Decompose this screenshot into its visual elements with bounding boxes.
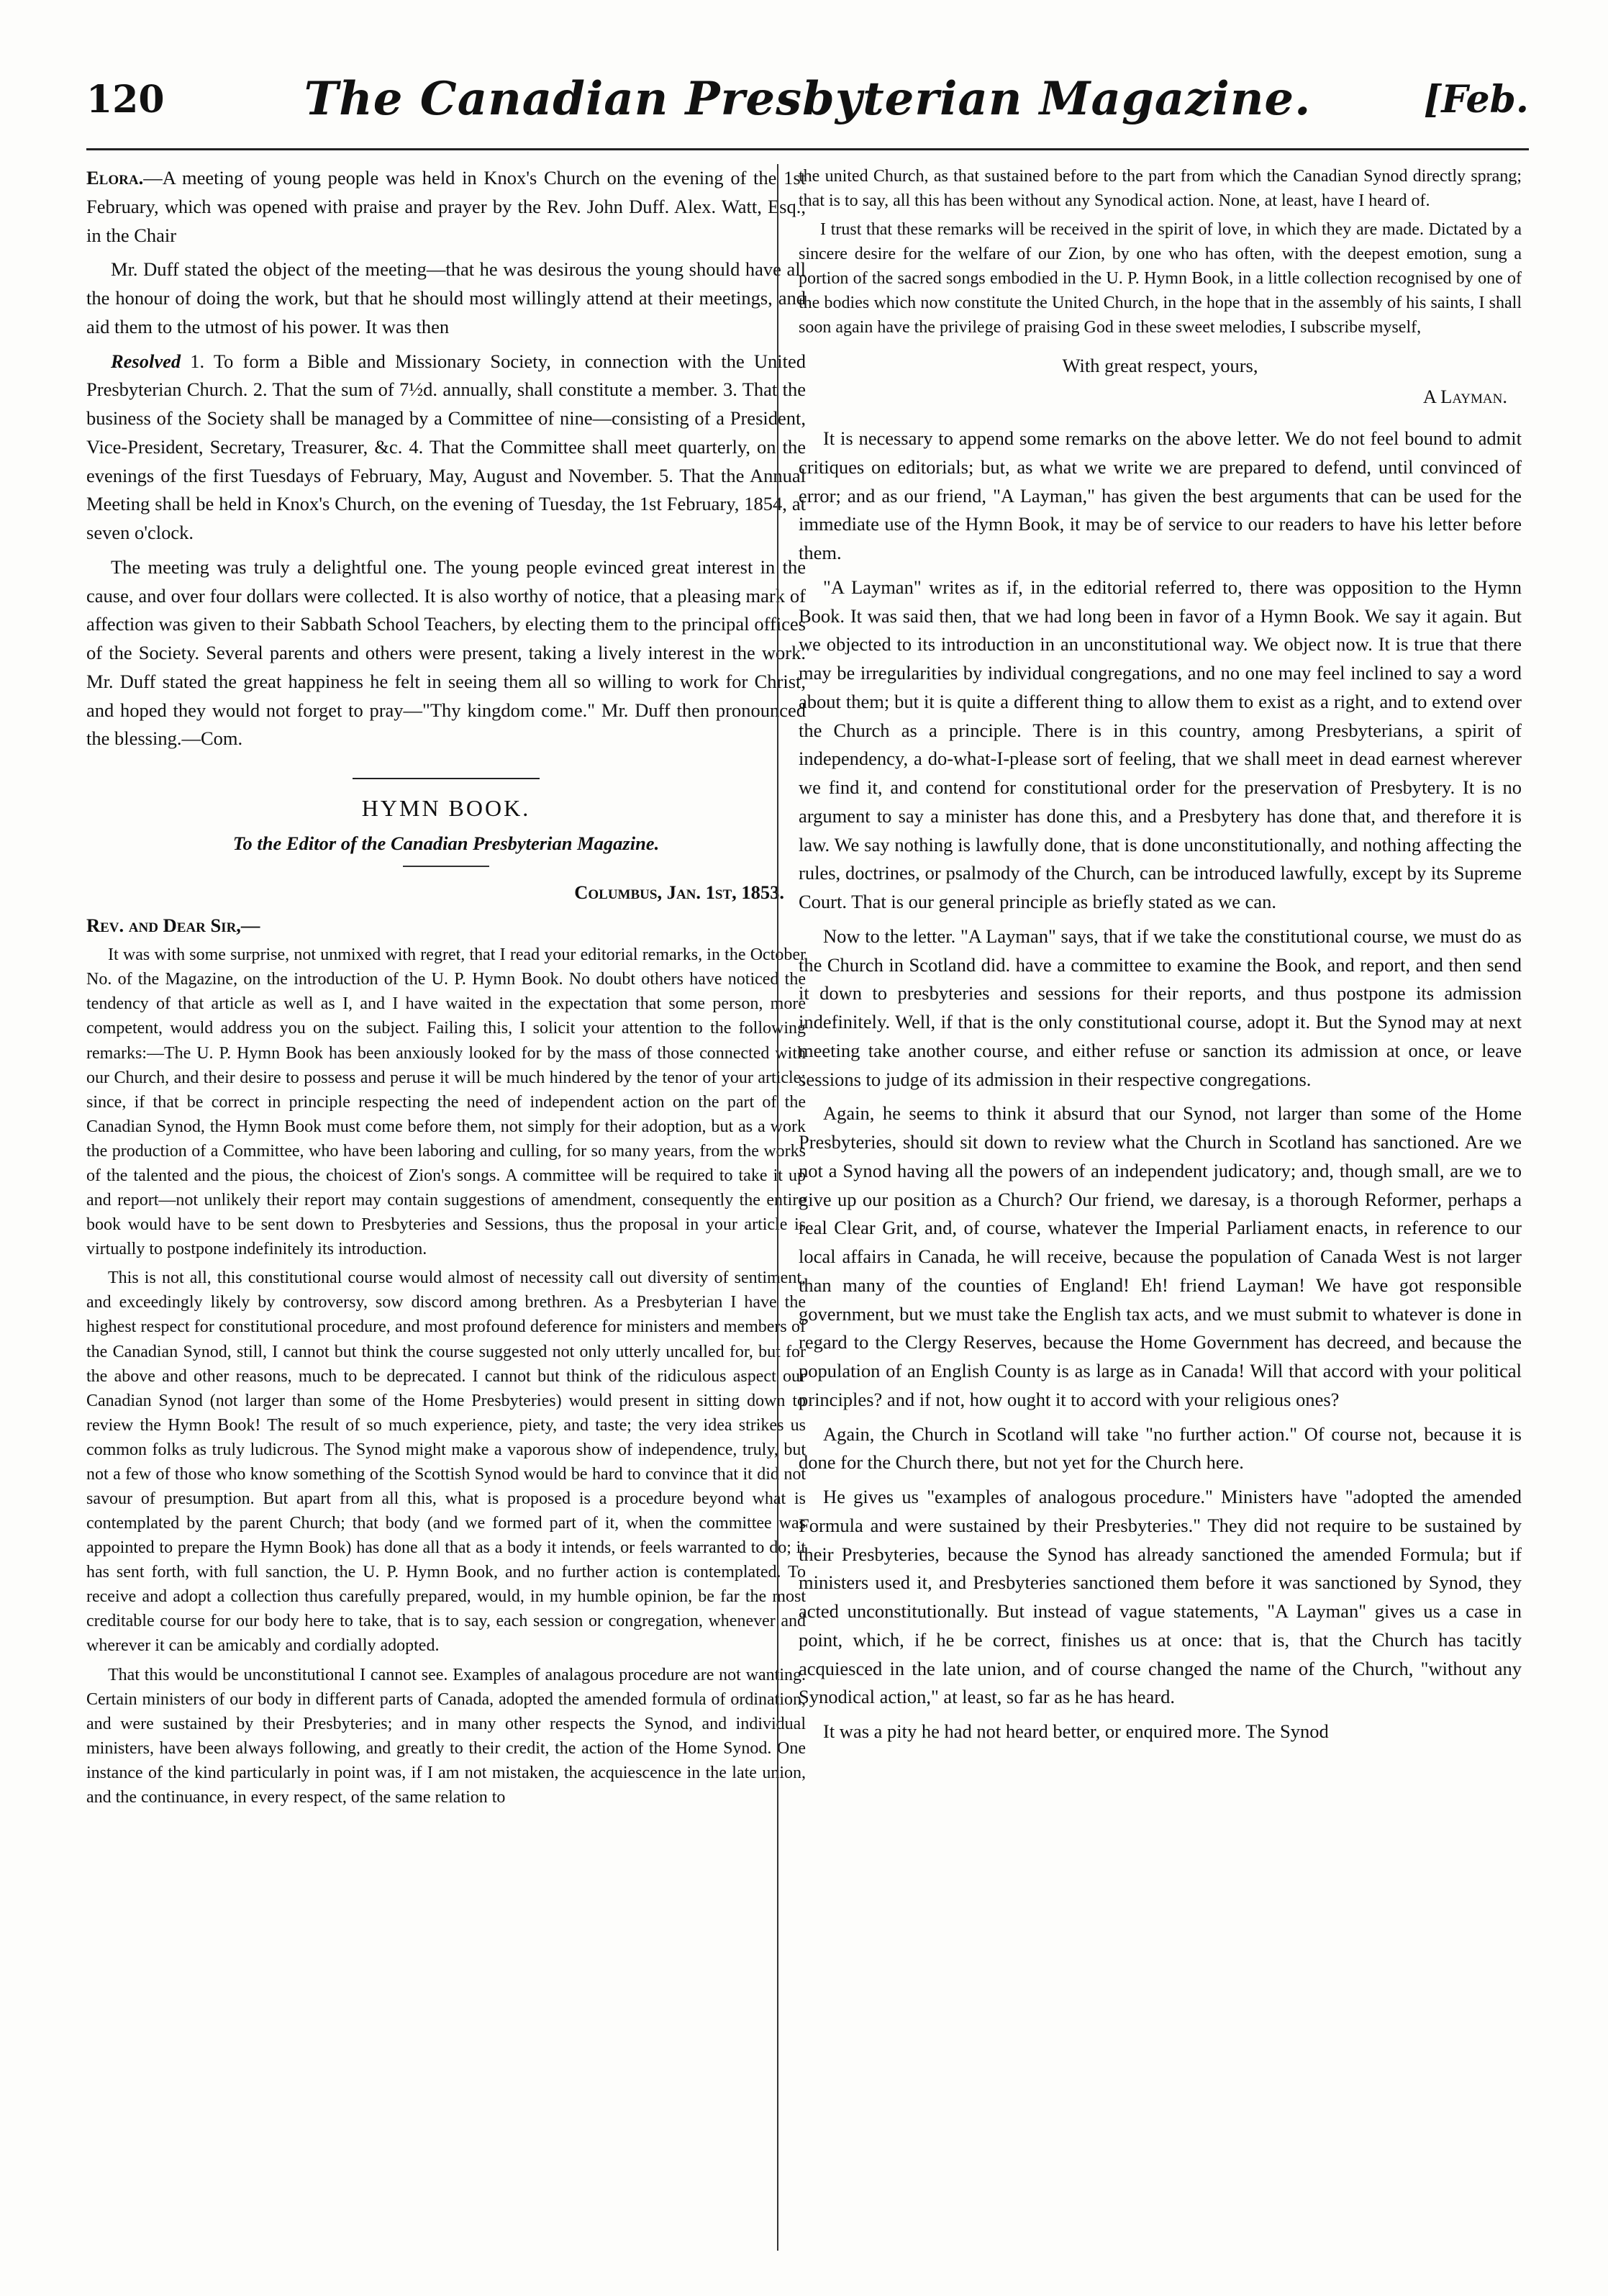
elora-paragraph: Mr. Duff stated the object of the meeting—that he was desirous the young should have all the honour of doing the work, but that he should most willingly attend at their meetings, and aid them to the utmost of his power. It was then [86, 258, 806, 337]
reply-paragraph: Again, he seems to think it absurd that our Synod, not larger than some of the Home Presbyteries, should sit down to review what the Church in Scotland has sanctioned. Are we not a Synod having all the powers of an independent judicatory; and, though small, are we to give up our position as a Church? Our friend, we daresay, is a thorough Reformer, perhaps a real Clear Grit, and, of course, whatever the Imperial Parliament enacts, in reference to our local affairs in Canada, he will receive, because the population of Canada West is not larger than many of the counties of England! Eh! friend Layman! We have got responsible government, but we must take the English tax acts, and we must submit to whatever is done in regard to the Clergy Reserves, because the Home Government has decreed, and because the population of an English County is as large as in Canada! Will that accord with your political principles? and if not, how ought it to accord with your religious ones? [799, 1102, 1522, 1410]
journal-title: The Canadian Presbyterian Magazine. [304, 72, 1312, 126]
elora-article [86, 164, 806, 753]
elora-paragraph [86, 164, 806, 250]
elora-paragraph: The meeting was truly a delightful one. The young people evinced great interest in the cause, and over four dollars were collected. It is also worthy of notice, that a pleasing mark of affection was given to their Sabbath School Teachers, by electing them to the principal offices of the Society. Several parents and others were present, taking a lively interest in the work. Mr. Duff stated the great happiness he felt in seeing them all so willing to work for Christ, and hoped they would not forget to pray—"Thy kingdom come." Mr. Duff then pronounced the blessing.—Com. [86, 555, 806, 750]
letter-paragraph: It was with some surprise, not unmixed with regret, that I read your editorial remarks, in the October No. of the Magazine, on the introduction of the U. P. Hymn Book. No doubt others have noticed the tendency of that article as well as I, and I have waited in the expectation that some person, more competent, would address you on the subject. Failing this, I solicit your attention to the following remarks:—The U. P. Hymn Book has been anxiously looked for by the mass of those connected with our Church, and their desire to possess and peruse it will be much hindered by the tenor of your article; since, if that be correct in principle respecting the need of independent action on the part of the Canadian Synod, the Hymn Book must come before them, not simply for their adoption, but as a work the production of a Committee, who have been laboring and culling, for so many years, from the works of the talented and the pious, the choicest of Zion's songs. A committee will be required to take it up and report—not unlikely their report may contain suggestions of amendment, consequently the entire book would have to be sent down to Presbyteries and Sessions, thus the proposal in your article is virtually to postpone indefinitely its introduction. [86, 945, 806, 1259]
short-rule [403, 866, 489, 867]
running-date: [Feb. [1423, 78, 1529, 122]
section-rule [353, 778, 540, 779]
resolved-text: 1. To form a Bible and Missionary Society, in connection with the United Presbyterian Church. 2. That the sum of 7½d. annually, shall constitute a member. 3. That the business of the Society shall be managed by a Committee of nine—consisting of a President, Vice-President, Secretary, Treasurer, &c. 4. That the Committee shall meet quarterly, on the evenings of the first Tuesdays of February, May, August and November. 5. That the Annual Meeting shall be held in Knox's Church, on the evening of Tuesday, the 1st February, 1854, at seven o'clock. [86, 350, 806, 543]
reply-paragraph: Now to the letter. "A Layman" says, that if we take the constitutional course, we must do as the Church in Scotland did. have a committee to examine the Book, and report, and then send it down to presbyteries and sessions for their reports, and thus postpone its admission indefinitely. Well, if that is the only constitutional course, adopt it. But the Synod may at next meeting take another course, and either refuse or sanction its admission at once, or leave sessions to judge of its admission in their respective congregations. [799, 925, 1522, 1090]
editor-line: To the Editor of the Canadian Presbyterian Magazine. [232, 832, 660, 854]
column-divider [777, 164, 778, 2251]
elora-paragraph [86, 348, 806, 548]
letter-continued [799, 164, 1522, 340]
reply-paragraph: He gives us "examples of analogous procedure." Ministers have "adopted the amended Formula and were sustained by their Presbyteries." They did not require to be sustained by their Presbyteries, because the Synod has already sanctioned the amended Formula; but if ministers used it, and Presbyteries sanctioned them before it was sanctioned by Synod, they acted unconstitutionally. But instead of vague statements, "A Layman" gives us a case in point, which, if he be correct, finishes us at once: that is, that the Church has tacitly acquiesced in the late union, and of course changed the name of the Church, "without any Synodical action," at least, so far as he has heard. [799, 1486, 1522, 1708]
hymn-book-heading: HYMN BOOK. [361, 795, 531, 821]
page-number: 120 [86, 78, 165, 122]
letter-dateline: Columbus, Jan. 1st, 1853. [574, 881, 784, 903]
letter-paragraph: This is not all, this constitutional course would almost of necessity call out diversity of sentiment, and exceedingly likely by controversy, sow discord among brethren. As a Presbyterian I have the highest respect for constitutional procedure, and most profound deference for ministers and members of the Canadian Synod, still, I cannot but think the course suggested not only utterly uncalled for, but for the above and other reasons, much to be deprecated. I cannot but think of the ridiculous aspect our Canadian Synod (not larger than some of the Home Presbyteries) would present in sitting down to review the Hymn Book! The result of so much experience, piety, and taste; the very idea strikes us common folks as truly ludicrous. The Synod might make a vaporous show of independence, truly, but not a few of those who know something of the Scottish Synod would be hard to convince that it did not savour of presumption. But apart from all this, what is proposed is a procedure beyond what is contemplated by the parent Church; that body (and we formed part of it, when the committee was appointed to prepare the Hymn Book) has done all that as a body it intends, or feels warranted to do; it has sent forth, with full sanction, the U. P. Hymn Book, and no further action is contemplated. To receive and adopt a collection thus carefully prepared, would, in my humble opinion, be far the most creditable course for our body here to take, that is to say, each session or congregation, whenever and wherever it can be amicably and cordially adopted. [86, 1269, 806, 1656]
elora-text: —A meeting of young people was held in Knox's Church on the evening of the 1st February, which was opened with praise and prayer by the Rev. John Duff. Alex. Watt, Esq., in the Chair [86, 167, 806, 246]
right-column [799, 164, 1522, 1752]
page-header [86, 69, 1529, 148]
letter-paragraph: the united Church, as that sustained before to the part from which the Canadian Synod directly sprang; that is to say, all this has been without any Synodical action. None, at least, have I heard of. [799, 167, 1522, 211]
letter-salutation: Rev. and Dear Sir,— [86, 914, 260, 936]
reply-paragraph: It was a pity he had not heard better, or enquired more. The Synod [823, 1720, 1329, 1743]
letter-paragraph: That this would be unconstitutional I cannot see. Examples of analagous procedure are not wanting. Certain ministers of our body in different parts of Canada, adopted the amended formula of ordination, and were sustained by their Presbyteries; and in many other respects the Synod, and individual ministers, have been always following, and greatly to their credit, the action of the Home Synod. One instance of the kind particularly in point was, if I am not mistaken, the acquiescence in the late union, and the continuance, in every respect, of the same relation to [86, 1665, 806, 1807]
editorial-reply [799, 425, 1522, 1746]
letter-paragraph: I trust that these remarks will be received in the spirit of love, in which they are made. Dictated by a sincere desire for the welfare of our Zion, by one who has often, with the deepest emotion, sung a portion of the sacred songs embodied in the U. P. Hymn Book, in a little collection recognised by one of the bodies which now constitute the United Church, in the hope that in the assembly of his saints, I shall soon again have the privilege of praising God in these sweet melodies, I subscribe myself, [799, 220, 1522, 337]
elora-lead: Elora. [86, 167, 144, 189]
letter-signature: A Layman. [1422, 386, 1507, 408]
left-column [86, 164, 806, 1814]
hymn-book-article [86, 791, 806, 1810]
letter-body [86, 943, 806, 1810]
reply-paragraph: "A Layman" writes as if, in the editorial referred to, there was opposition to the Hymn Book. It was said then, that we had long been in favor of a Hymn Book. We say it again. But we objected to its introduction in an unconstitutional way. We object now. It is true that there may be irregularities by individual congregations, and no one may feel inclined to say a word about them; but it is quite a different thing to allow them to exist as a right, and to extend over the Church as a principle. There is in this country, among Presbyterians, a spirit of independency, a do-what-I-please sort of feeling, that we shall meet in dead earnest wherever we find it, and contend for constitutional order for the preservation of Presbytery. It is no argument to say a minister has done this, and a Presbytery has done that, and therefore it is law. We say nothing is lawfully done, that is done unconstitutionally, and nothing affecting the rules, doctrines, or psalmody of the Church, can be introduced lawfully, except by its Supreme Court. That is our general principle as briefly stated as we can. [799, 576, 1522, 913]
letter-closing: With great respect, yours, [1062, 354, 1258, 376]
reply-paragraph: Again, the Church in Scotland will take "no further action." Of course not, because it is done for the Church there, but not yet for the Church here. [799, 1422, 1522, 1474]
resolved-lead: Resolved [111, 350, 181, 372]
reply-paragraph: It is necessary to append some remarks on the above letter. We do not feel bound to admit critiques on editorials; but, as what we write we are prepared to defend, until convinced of error; and as our friend, "A Layman," has given the best arguments that can be used for the immediate use of the Hymn Book, it may be of service to our readers to have his letter before them. [799, 427, 1522, 564]
header-rule [86, 148, 1529, 150]
